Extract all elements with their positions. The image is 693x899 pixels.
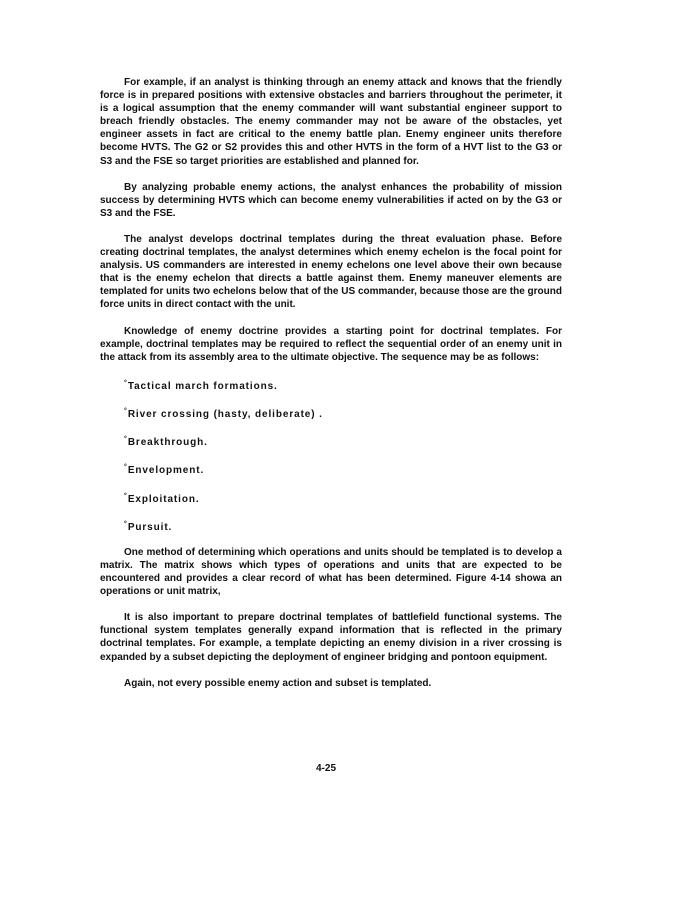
list-item: °Breakthrough. (124, 436, 208, 449)
paragraph-enemy-doctrine: Knowledge of enemy doctrine provides a starting point for doctrinal templates. For example, doctrinal templates may be required to reflect the sequential order of an enemy unit in the attack from its assembly area to the ultimate objective. The sequence may be as follows: (100, 325, 562, 363)
bullet-marker: ° (124, 379, 127, 387)
paragraph-matrix: One method of determining which operations and units should be templated is to develop a matrix. The matrix shows which types of operations and units that are expected to be encountered and provides a clear record of what has been determined. Figure 4-14 showa an operations or unit matrix, (100, 546, 562, 598)
list-item: °Pursuit. (124, 520, 173, 533)
list-item: °River crossing (hasty, deliberate) . (124, 407, 323, 420)
paragraph-probable-actions: By analyzing probable enemy actions, the analyst enhances the probability of mission success by determining HVTS which can become enemy vulnerabilities if acted on by the G3 or S3 and the FSE. (100, 181, 562, 219)
bullet-marker: ° (124, 407, 127, 415)
bullet-marker: ° (124, 492, 127, 500)
list-item: °Exploitation. (124, 492, 200, 505)
body-text (100, 76, 562, 703)
list-item: °Envelopment. (124, 464, 205, 477)
paragraph-hvt-example: For example, if an analyst is thinking through an enemy attack and knows that the friendly force is in prepared positions with extensive obstacles and barriers throughout the perimeter, it is a logical assumption that the enemy commander will want substantial engineer support to breach friendly obstacles. The enemy commander may not be aware of the obstacles, yet engineer assets in fact are critical to the enemy battle plan. Enemy engineer units therefore become HVTS. The G2 or S2 provides this and other HVTS in the form of a HVT list to the G3 or S3 and the FSE so target priorities are established and planned for. (100, 77, 562, 167)
list-item: °Tactical march formations. (124, 379, 278, 392)
bullet-marker: ° (124, 520, 127, 528)
bullet-marker: ° (124, 464, 127, 472)
sequence-list (100, 377, 562, 534)
page-number: 4-25 (316, 763, 337, 774)
paragraph-doctrinal-templates: The analyst develops doctrinal templates during the threat evaluation phase. Before creating doctrinal templates, the analyst determines which enemy echelon is the focal point for analysis. US commanders are interested in enemy echelons one level above their own because that is the enemy echelon that directs a battle against them. Enemy maneuver elements are templated for units two echelons below that of the US commander, because those are the ground force units in direct contact with the unit. (100, 233, 562, 311)
paragraph-functional-systems: It is also important to prepare doctrinal templates of battlefield functional systems. The functional system templates generally expand information that is reflected in the primary doctrinal templates. For example, a template depicting an enemy division in a river crossing is expanded by a subset depicting the deployment of engineer bridging and pontoon equipment. (100, 612, 562, 663)
bullet-marker: ° (124, 436, 127, 444)
paragraph-closing: Again, not every possible enemy action and subset is templated. (124, 677, 432, 689)
